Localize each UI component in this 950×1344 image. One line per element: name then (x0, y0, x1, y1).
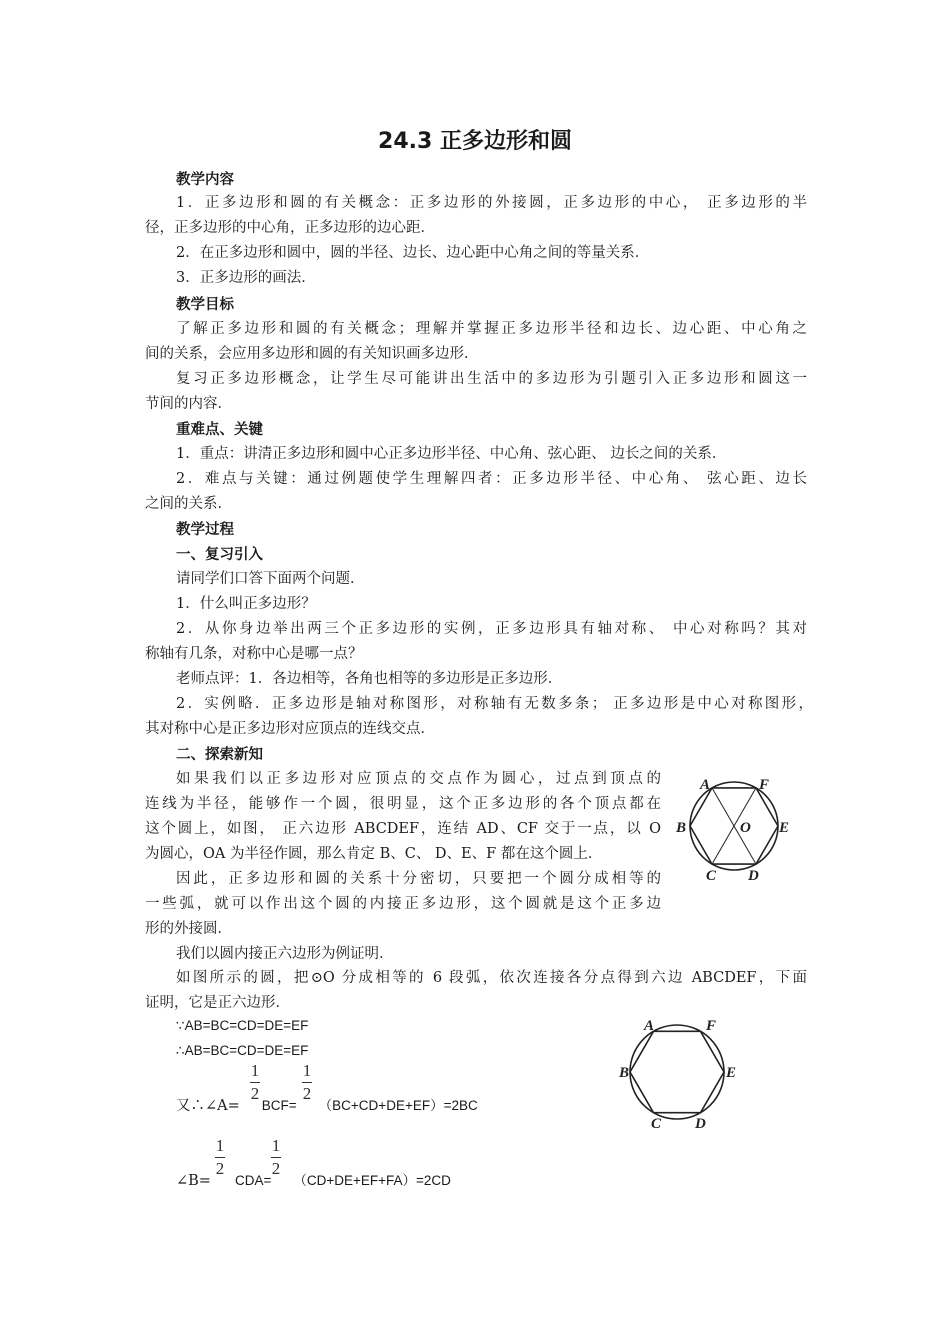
proof-line-1: ∵AB=BC=CD=DE=EF (176, 1018, 309, 1033)
paragraph-line: 证明，它是正六边形． (145, 995, 290, 1011)
fraction-numerator: 1 (250, 1061, 260, 1080)
fraction-denominator: 2 (302, 1084, 312, 1103)
paragraph-line: 3．正多边形的画法． (176, 270, 316, 286)
vertex-label-a: A (644, 1018, 655, 1034)
vertex-label-d: D (695, 1116, 706, 1132)
paragraph-line: 了解正多边形和圆的有关概念；理解并掌握正多边形半径和边长、边心距、中心角之 (176, 321, 807, 337)
paragraph-line: 我们以圆内接正六边形为例证明． (176, 946, 394, 962)
paragraph-line: 这个圆上，如图， 正六边形 ABCDEF，连结 AD、CF 交于一点，以 O (145, 821, 661, 837)
fraction-numerator: 1 (271, 1136, 281, 1155)
paragraph-line: 称轴有几条，对称中心是哪一点？ (145, 646, 363, 662)
fraction-half (300, 1062, 314, 1103)
paragraph-line: 因此，正多边形和圆的关系十分密切，只要把一个圆分成相等的 (176, 871, 661, 887)
page-title: 24.3 正多边形和圆 (378, 129, 572, 154)
heading-goal: 教学目标 (176, 297, 234, 313)
fraction-half (248, 1062, 262, 1103)
proof-line-3 (176, 1096, 478, 1116)
hexagon (630, 1031, 724, 1112)
fraction-numerator: 1 (215, 1136, 225, 1155)
proof-text: CDA= (234, 1173, 272, 1188)
proof-text: BCF= (261, 1098, 297, 1113)
paragraph-line: 1．重点：讲清正多边形和圆中心正多边形半径、中心角、弦心距、 边长之间的关系． (176, 446, 727, 462)
vertex-label-f: F (759, 777, 770, 793)
hexagon-figure-2 (615, 1012, 745, 1134)
paragraph-line: 如图所示的圆，把⊙O 分成相等的 6 段弧，依次连接各分点得到六边 ABCDEF，下面 (176, 970, 807, 986)
paragraph-line: 其对称中心是正多边形对应顶点的连线交点． (145, 721, 435, 737)
vertex-label-e: E (726, 1065, 737, 1081)
heading-review: 一、复习引入 (176, 547, 263, 563)
paragraph-line: 2．实例略．正多边形是轴对称图形，对称轴有无数多条； 正多边形是中心对称图形， (176, 696, 813, 712)
paragraph-line: 老师点评：1．各边相等，各角也相等的多边形是正多边形． (176, 671, 563, 687)
fraction-numerator: 1 (302, 1061, 312, 1080)
heading-process: 教学过程 (176, 522, 234, 538)
vertex-label-f: F (706, 1018, 717, 1034)
vertex-label-c: C (706, 868, 717, 884)
paragraph-line: 如果我们以正多边形对应顶点的交点作为圆心，过点到顶点的 (176, 771, 661, 787)
vertex-label-b: B (676, 820, 687, 836)
proof-text: （CD+DE+EF+FA）=2CD (293, 1173, 451, 1188)
circumcircle (630, 1025, 724, 1119)
paragraph-line: 间的关系，会应用多边形和圆的有关知识画多边形． (145, 346, 479, 362)
paragraph-line: 复习正多边形概念，让学生尽可能讲出生活中的多边形为引题引入正多边形和圆这一 (176, 371, 807, 387)
center-label-o: O (740, 820, 751, 836)
fraction-denominator: 2 (215, 1159, 225, 1178)
proof-text: （BC+CD+DE+EF）=2BC (318, 1098, 478, 1113)
fraction-denominator: 2 (250, 1084, 260, 1103)
hexagon-figure-1 (668, 768, 800, 884)
vertex-label-b: B (619, 1065, 630, 1081)
vertex-label-e: E (779, 820, 790, 836)
fraction-denominator: 2 (271, 1159, 281, 1178)
paragraph-line: 一些弧，就可以作出这个圆的内接正多边形，这个圆就是这个正多边 (145, 896, 661, 912)
paragraph-line: 之间的关系． (145, 496, 232, 512)
fraction-half (269, 1137, 283, 1178)
heading-explore: 二、探索新知 (176, 747, 263, 763)
paragraph-line: 1．什么叫正多边形？ (176, 596, 316, 612)
paragraph-line: 请同学们口答下面两个问题． (176, 571, 365, 587)
paragraph-line: 形的外接圆． (145, 921, 232, 937)
proof-line-2: ∴AB=BC=CD=DE=EF (176, 1043, 309, 1058)
proof-text: ∠B= (176, 1173, 211, 1189)
vertex-label-c: C (651, 1116, 662, 1132)
vertex-label-d: D (748, 868, 759, 884)
paragraph-line: 2．在正多边形和圆中，圆的半径、边长、边心距中心角之间的等量关系． (176, 245, 650, 261)
paragraph-line: 1．正多边形和圆的有关概念：正多边形的外接圆，正多边形的中心， 正多边形的半 (176, 195, 807, 211)
paragraph-line: 节间的内容． (145, 396, 232, 412)
heading-key: 重难点、关键 (176, 422, 263, 438)
paragraph-line: 为圆心，OA 为半径作圆，那么肯定 B、C、 D、E、F 都在这个圆上． (145, 846, 603, 862)
proof-text: 又∴∠A= (176, 1098, 240, 1114)
heading-content: 教学内容 (176, 172, 234, 188)
paragraph-line: 2．从你身边举出两三个正多边形的实例，正多边形具有轴对称、 中心对称吗？其对 (176, 621, 807, 637)
paragraph-line: 径，正多边形的中心角，正多边形的边心距． (145, 220, 435, 236)
paragraph-line: 2．难点与关键：通过例题使学生理解四者：正多边形半径、中心角、 弦心距、边长 (176, 471, 807, 487)
vertex-label-a: A (700, 777, 711, 793)
paragraph-line: 连线为半径，能够作一个圆，很明显，这个正多边形的各个顶点都在 (145, 796, 661, 812)
fraction-half (213, 1137, 227, 1178)
